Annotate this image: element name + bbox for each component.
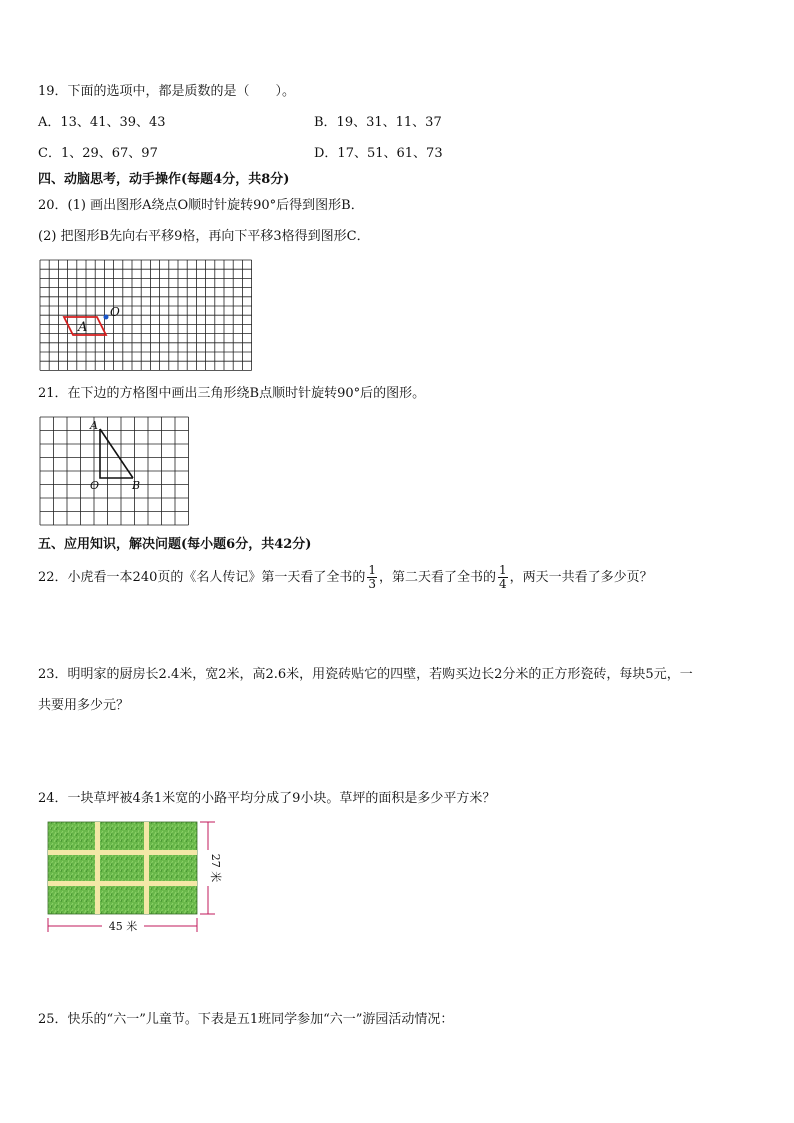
- q19-option-c: C．1、29、67、97: [38, 146, 158, 161]
- q24-stem: 24．一块草坪被4条1米宽的小路平均分成了9小块。草坪的面积是多少平方米？: [38, 791, 496, 806]
- q19-option-d: D．17、51、61、73: [314, 146, 443, 161]
- fraction-one-third: [367, 564, 377, 591]
- label-o: O: [110, 305, 120, 319]
- q22-text-3: ，两天一共看了多少页？: [509, 570, 653, 585]
- q22-text-2: ，第二天看了全书的: [379, 570, 497, 585]
- point-o: [104, 315, 109, 320]
- q19-stem: 19．下面的选项中，都是质数的是（ ）。: [38, 84, 296, 99]
- section-4-title: 四、动脑思考，动手操作(每题4分，共8分): [38, 172, 290, 187]
- lawn: [48, 822, 197, 914]
- fraction-one-quarter: [498, 564, 508, 591]
- label-b: B: [132, 479, 141, 492]
- q20-grid: [40, 260, 252, 370]
- label-a: A: [78, 320, 88, 335]
- q24-lawn-figure: [40, 818, 230, 936]
- path-horizontal-2: [48, 881, 197, 886]
- label-a: A: [90, 419, 98, 432]
- q23-line1: 23．明明家的厨房长2.4米，宽2米，高2.6米，用瓷砖贴它的四壁，若购买边长2分米的正方形瓷砖，每块5元，一: [38, 667, 693, 682]
- path-vertical-2: [144, 822, 149, 914]
- q21-grid-figure: [40, 417, 191, 524]
- q21-stem: 21．在下边的方格图中画出三角形绕B点顺时针旋转90°后的图形。: [38, 386, 426, 401]
- width-label: 45 米: [108, 920, 138, 933]
- path-horizontal-1: [48, 850, 197, 855]
- q22-stem: [38, 563, 653, 593]
- q19-option-b: B．19、31、11、37: [314, 115, 442, 130]
- q20-grid-figure: [40, 260, 254, 368]
- path-vertical-1: [95, 822, 100, 914]
- q22-text-1: 22．小虎看一本240页的《名人传记》第一天看了全书的: [38, 570, 366, 585]
- fraction-numerator: 1: [368, 563, 376, 577]
- height-label: 27 米: [209, 853, 222, 883]
- q19-option-a: A．13、41、39、43: [38, 115, 166, 130]
- fraction-denominator: 3: [368, 577, 376, 591]
- fraction-denominator: 4: [499, 577, 507, 591]
- fraction-numerator: 1: [499, 563, 507, 577]
- q20-part2: (2) 把图形B先向右平移9格，再向下平移3格得到图形C．: [38, 229, 370, 244]
- q25-stem: 25．快乐的“六一”儿童节。下表是五1班同学参加“六一”游园活动情况：: [38, 1012, 454, 1027]
- q21-grid: [40, 417, 189, 525]
- section-5-title: 五、应用知识，解决问题(每小题6分，共42分): [38, 537, 312, 552]
- q23-line2: 共要用多少元？: [38, 698, 130, 713]
- q20-part1: 20．(1) 画出图形A绕点O顺时针旋转90°后得到图形B．: [38, 198, 364, 213]
- label-o: O: [90, 479, 100, 492]
